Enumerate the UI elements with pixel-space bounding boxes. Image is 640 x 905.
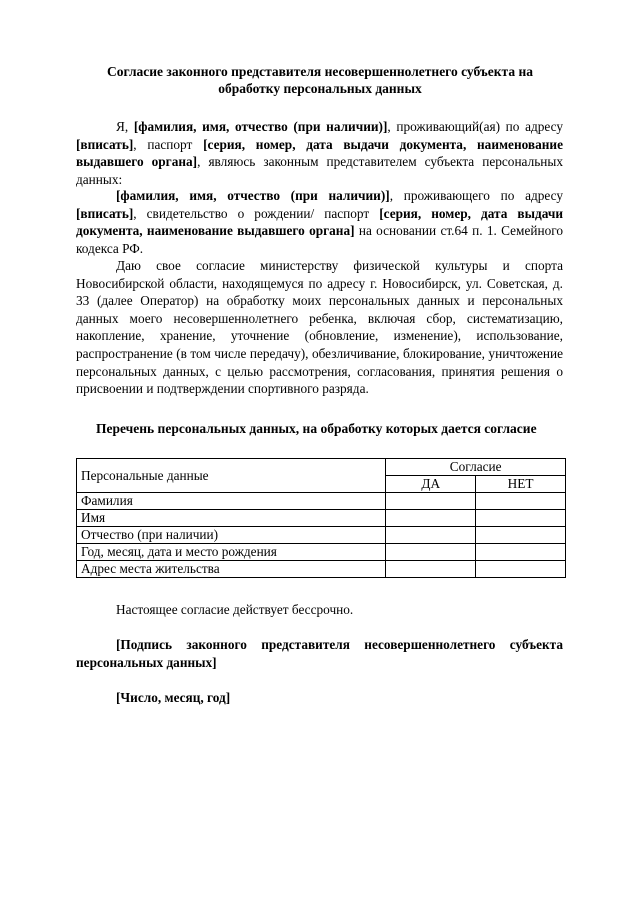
table-row <box>77 561 566 578</box>
table-row <box>77 527 566 544</box>
no-cell[interactable] <box>476 493 566 510</box>
yes-cell[interactable] <box>386 544 476 561</box>
validity-statement: Настоящее согласие действует бессрочно. <box>116 602 354 617</box>
document-title <box>80 63 560 97</box>
row-label: Год, месяц, дата и место рождения <box>77 544 386 561</box>
document-title-line-1: Согласие законного представителя несовершеннолетнего субъекта на <box>107 64 533 79</box>
no-cell[interactable] <box>476 527 566 544</box>
minor-document-field: [серия, номер, дата выдачи документа, наименование выдавшего органа] <box>76 205 563 239</box>
header-yes: ДА <box>386 476 476 493</box>
paragraph-representative <box>76 118 563 188</box>
data-list-title: Перечень персональных данных, на обработку которых дается согласие <box>96 421 537 436</box>
signature-field: [Подпись законного представителя несовершеннолетнего субъекта персональных данных] <box>76 637 563 670</box>
representative-name-field: [фамилия, имя, отчество (при наличии)] <box>133 119 388 134</box>
table-header-row <box>77 459 566 476</box>
yes-cell[interactable] <box>386 527 476 544</box>
yes-cell[interactable] <box>386 561 476 578</box>
document-title-line-2: обработку персональных данных <box>218 81 422 96</box>
header-consent: Согласие <box>386 459 566 476</box>
representative-address-field: [вписать] <box>76 136 134 152</box>
personal-data-table <box>76 458 566 578</box>
representative-passport-field: [серия, номер, дата выдачи документа, наименование выдавшего органа] <box>76 136 563 170</box>
date-field: [Число, месяц, год] <box>116 690 231 705</box>
no-cell[interactable] <box>476 561 566 578</box>
header-no: НЕТ <box>476 476 566 493</box>
p1-text-1: Я, <box>116 119 134 134</box>
table-row <box>77 493 566 510</box>
p2-text-1: , проживающего по адресу <box>389 188 563 203</box>
table-row <box>77 544 566 561</box>
minor-name-field: [фамилия, имя, отчество (при наличии)] <box>116 188 390 203</box>
p1-text-2: , проживающий(ая) по адресу <box>387 119 563 134</box>
header-personal-data: Персональные данные <box>77 459 386 493</box>
p1-text-4: , являюсь законным представителем субъекта персональных данных: <box>76 154 563 187</box>
yes-cell[interactable] <box>386 493 476 510</box>
yes-cell[interactable] <box>386 510 476 527</box>
p2-text-2: , свидетельство о рождении/ паспорт <box>133 205 380 221</box>
row-label: Отчество (при наличии) <box>77 527 386 544</box>
minor-address-field: [вписать] <box>76 205 134 221</box>
table-row <box>77 510 566 527</box>
no-cell[interactable] <box>476 510 566 527</box>
row-label: Адрес места жительства <box>77 561 386 578</box>
p2-text-3: на основании ст.64 п. 1. Семейного кодекса РФ. <box>76 223 563 256</box>
row-label: Фамилия <box>77 493 386 510</box>
paragraph-minor <box>76 187 563 257</box>
row-label: Имя <box>77 510 386 527</box>
no-cell[interactable] <box>476 544 566 561</box>
p1-text-3: , паспорт <box>133 136 204 152</box>
paragraph-consent: Даю свое согласие министерству физической культуры и спорта Новосибирской области, находящемуся по адресу г. Новосибирск, ул. Советская, д. 33 (далее Оператор) на обработку моих персональных данных и персональных данных моего несовершеннолетнего ребенка, включая сбор, систематизацию, накопление, хранение, уточнение (обновление, изменение), использование, распространение (в том числе передачу), обезличивание, блокирование, уничтожение персональных данных, с целью рассмотрения, согласования, принятия решения о присвоении и подтверждении спортивного разряда. <box>76 258 563 397</box>
